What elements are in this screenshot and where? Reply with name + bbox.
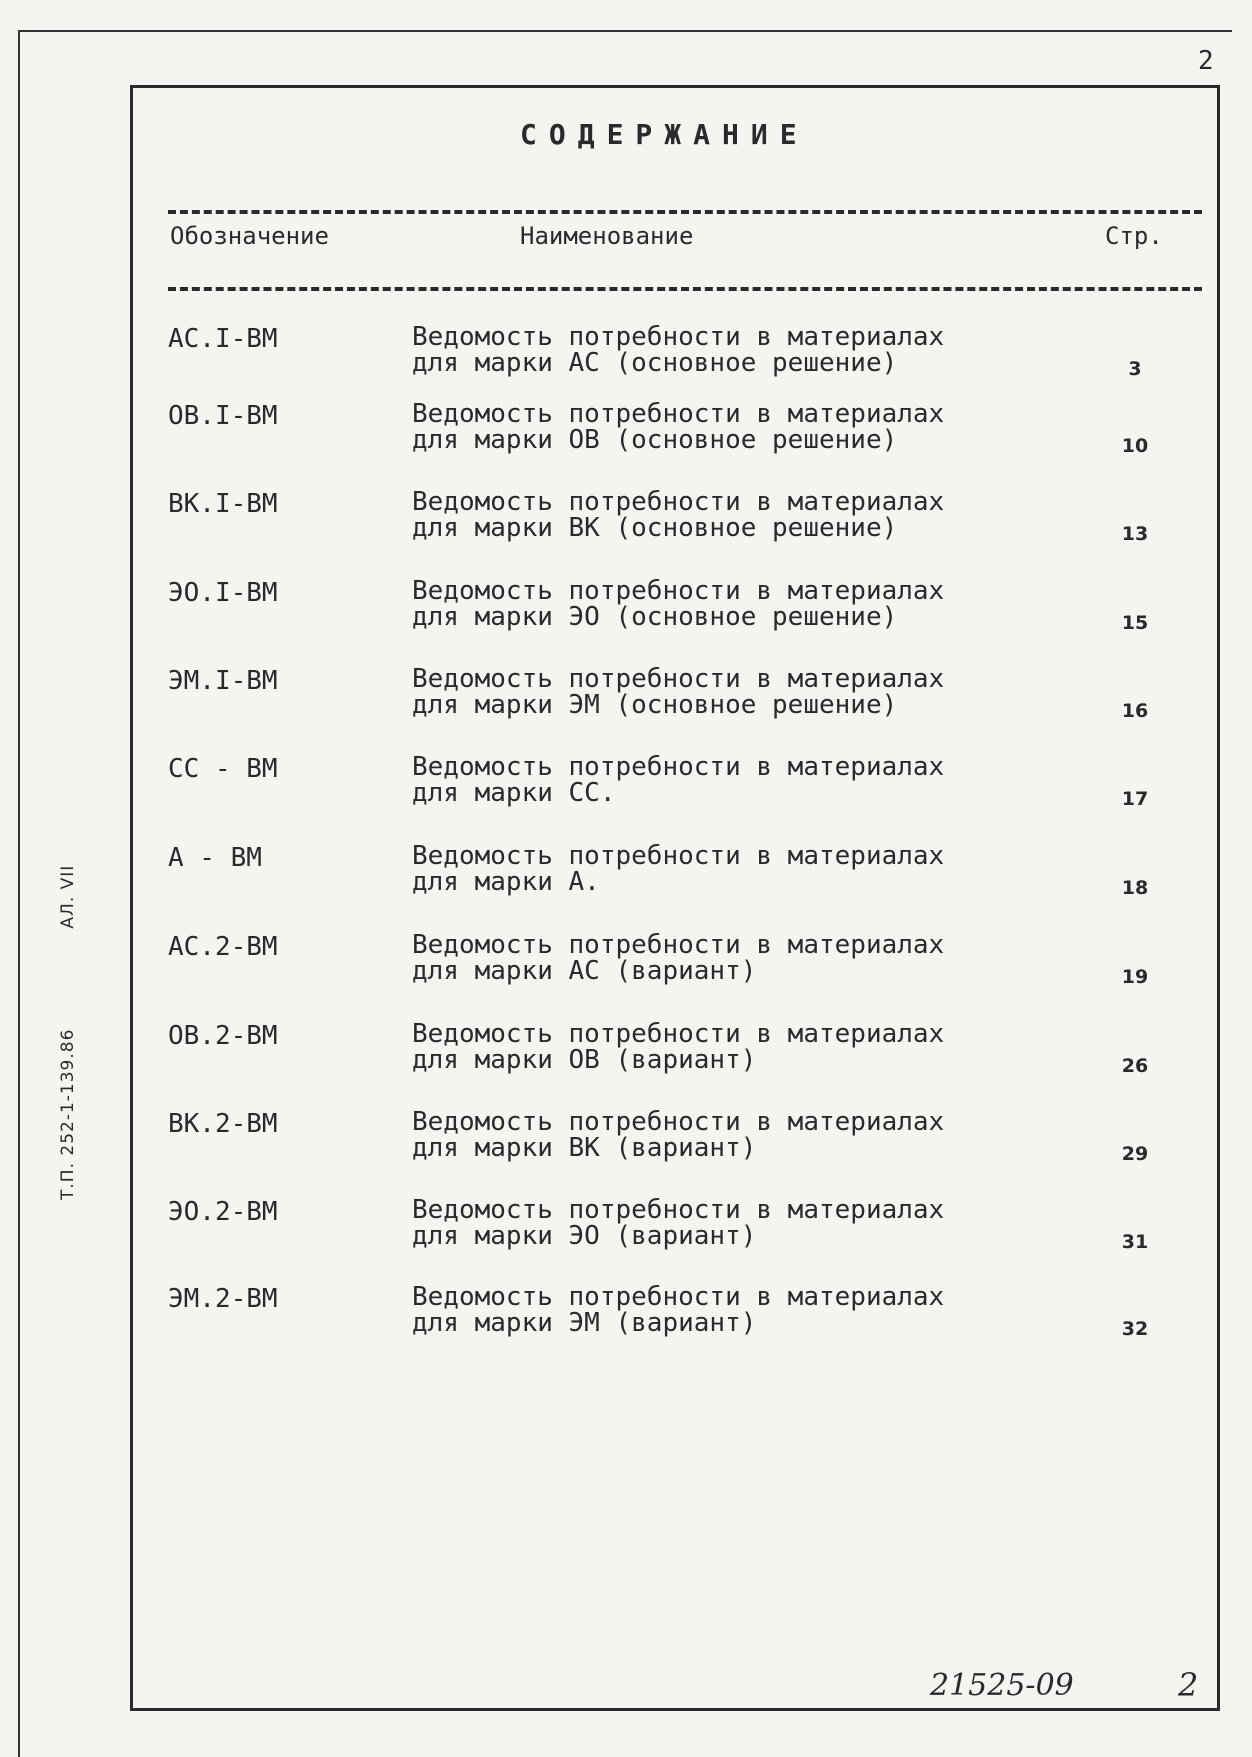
row-page: 15 [1121, 612, 1149, 634]
sheet-number: 2 [1178, 1666, 1199, 1704]
row-code: АС.I-ВМ [168, 324, 278, 354]
row-code: ЭМ.2-ВМ [168, 1284, 278, 1314]
row-name: Ведомость потребности в материалах для марки ЭО (основное решение) [412, 576, 945, 632]
header-top-rule [168, 210, 1202, 214]
contents-row [0, 1197, 1252, 1277]
row-page: 18 [1121, 877, 1149, 899]
row-name: Ведомость потребности в материалах для марки ВК (вариант) [412, 1107, 945, 1163]
row-page: 3 [1128, 358, 1142, 380]
row-page: 13 [1121, 523, 1149, 545]
row-code: АС.2-ВМ [168, 932, 278, 962]
row-code: ЭО.I-ВМ [168, 578, 278, 608]
contents-row [0, 666, 1252, 746]
row-name: Ведомость потребности в материалах для марки СС. [412, 752, 945, 808]
column-header-page: Стр. [1105, 222, 1163, 250]
row-code: ВК.I-ВМ [168, 489, 278, 519]
row-name: Ведомость потребности в материалах для марки ОВ (основное решение) [412, 399, 945, 455]
row-name: Ведомость потребности в материалах для марки ВК (основное решение) [412, 487, 945, 543]
row-code: ЭМ.I-ВМ [168, 666, 278, 696]
contents-row [0, 754, 1252, 834]
row-code: А - ВМ [168, 843, 262, 873]
row-page: 31 [1121, 1231, 1149, 1253]
contents-row [0, 1021, 1252, 1101]
contents-row [0, 1109, 1252, 1189]
side-stamp-project: Т.П. 252-1-139.86 [58, 1028, 78, 1200]
contents-row [0, 578, 1252, 658]
page-title: СОДЕРЖАНИЕ [520, 118, 809, 151]
row-page: 19 [1121, 966, 1149, 988]
row-name: Ведомость потребности в материалах для марки АС (вариант) [412, 930, 945, 986]
row-code: СС - ВМ [168, 754, 278, 784]
row-page: 29 [1121, 1143, 1149, 1165]
contents-row [0, 932, 1252, 1012]
page-number-top: 2 [1198, 46, 1214, 76]
row-name: Ведомость потребности в материалах для марки ОВ (вариант) [412, 1019, 945, 1075]
row-code: ВК.2-ВМ [168, 1109, 278, 1139]
contents-row [0, 489, 1252, 569]
contents-row [0, 1284, 1252, 1364]
row-name: Ведомость потребности в материалах для марки ЭМ (вариант) [412, 1282, 945, 1338]
row-name: Ведомость потребности в материалах для марки АС (основное решение) [412, 322, 945, 378]
contents-row [0, 401, 1252, 481]
header-bottom-rule [168, 287, 1202, 291]
row-name: Ведомость потребности в материалах для марки А. [412, 841, 945, 897]
row-name: Ведомость потребности в материалах для марки ЭМ (основное решение) [412, 664, 945, 720]
row-page: 16 [1121, 700, 1149, 722]
column-header-code: Обозначение [170, 222, 329, 250]
row-page: 10 [1121, 435, 1149, 457]
row-page: 26 [1121, 1055, 1149, 1077]
row-page: 32 [1121, 1318, 1149, 1340]
column-header-name: Наименование [520, 222, 694, 250]
document-number: 21525-09 [930, 1668, 1074, 1703]
row-code: ЭО.2-ВМ [168, 1197, 278, 1227]
side-stamp [58, 865, 78, 1200]
row-page: 17 [1121, 788, 1149, 810]
contents-row [0, 843, 1252, 923]
row-name: Ведомость потребности в материалах для марки ЭО (вариант) [412, 1195, 945, 1251]
row-code: ОВ.2-ВМ [168, 1021, 278, 1051]
contents-row [0, 324, 1252, 404]
side-stamp-album: АЛ. VII [58, 864, 78, 929]
row-code: ОВ.I-ВМ [168, 401, 278, 431]
